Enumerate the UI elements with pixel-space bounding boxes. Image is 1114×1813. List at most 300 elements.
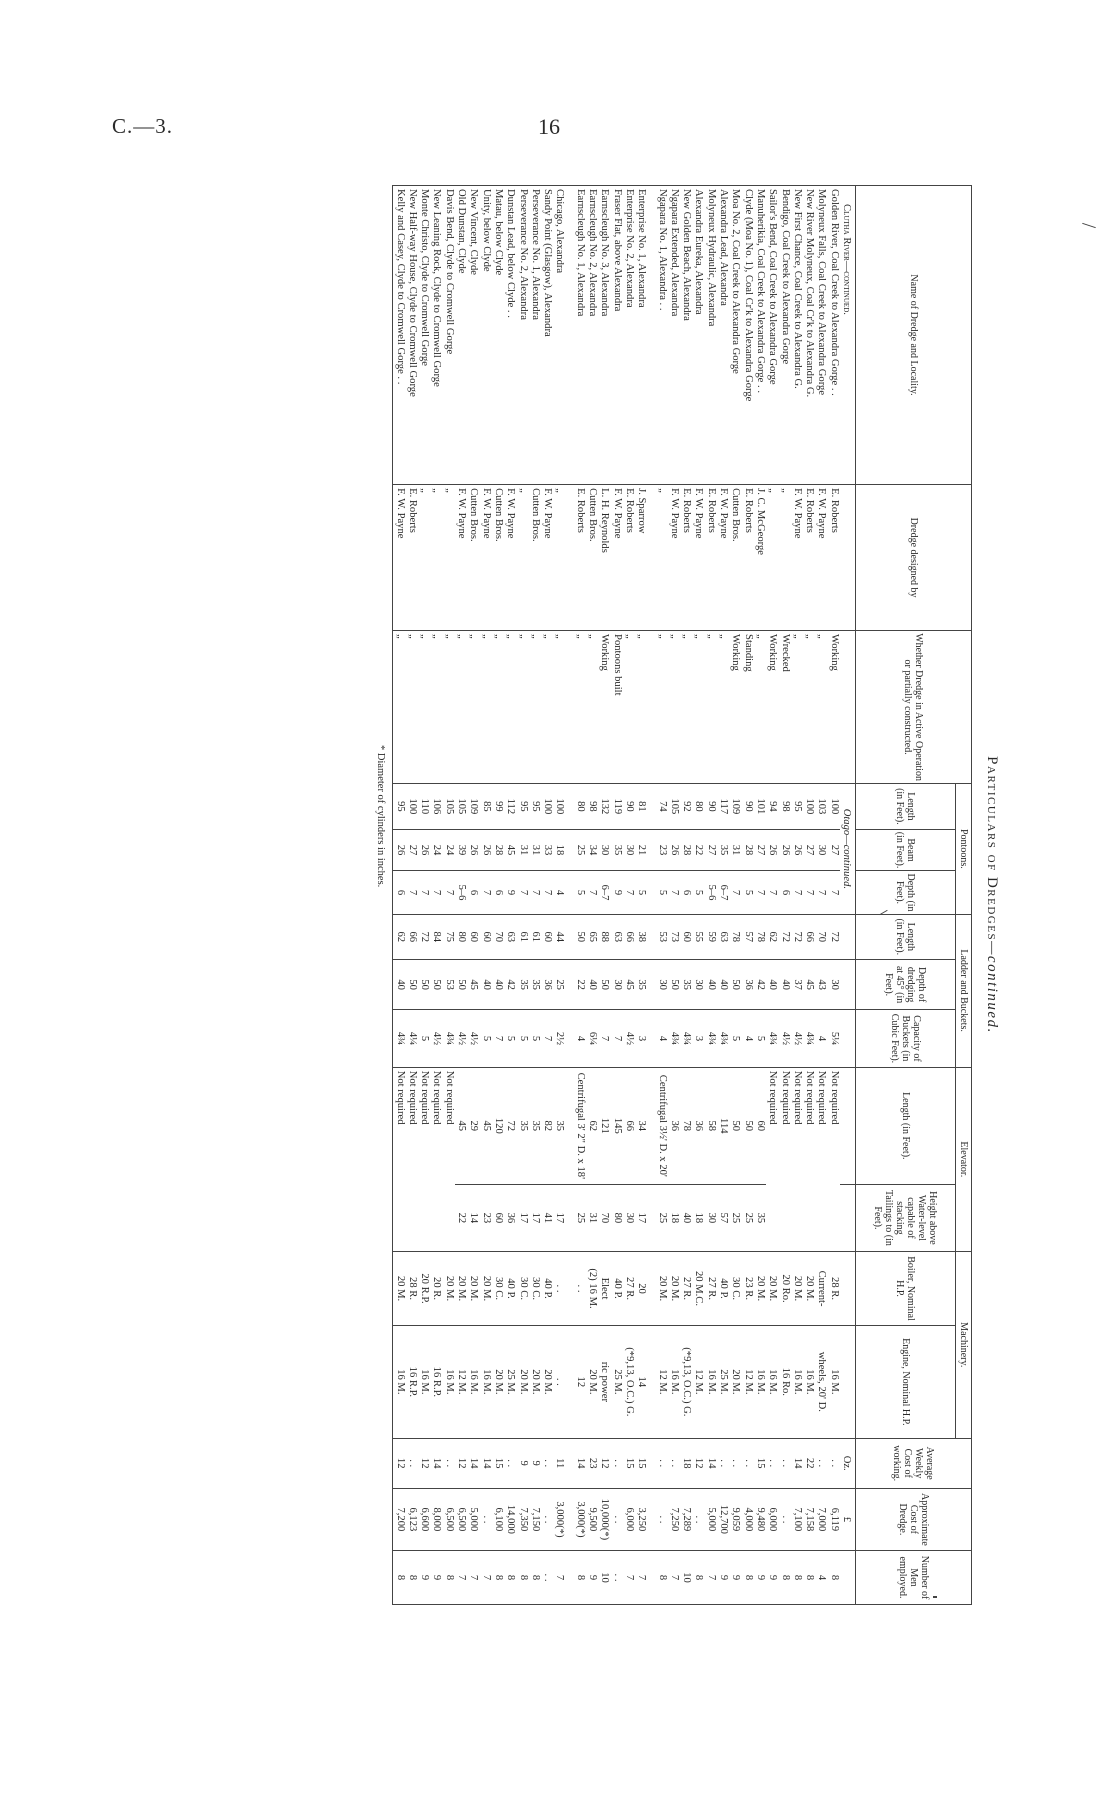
cell-boiler: 20 M.C. <box>692 1251 704 1325</box>
cell-length: 95 <box>393 784 406 829</box>
cell-ladder: 66 <box>406 914 418 959</box>
cell-elev-height: 70 <box>598 1184 610 1251</box>
cell-capacity: 4½ <box>430 1010 442 1067</box>
cell-elev-height: 30 <box>704 1184 716 1251</box>
cell-name: Alexandra Lead, Alexandra <box>717 186 729 485</box>
cell-engine: 16 M. <box>418 1326 430 1438</box>
cell-capacity: 7 <box>598 1010 610 1067</box>
cell-elev-length: Not required <box>815 1067 827 1251</box>
cell-elev-length: 35 <box>553 1067 565 1184</box>
cell-designer: F. W. Payne <box>717 485 729 631</box>
cell-designer: E. Roberts <box>623 485 635 631</box>
cell-beam: 30 <box>623 829 635 871</box>
cell-men: 9 <box>430 1551 442 1605</box>
cell-depth: 5 <box>635 871 647 914</box>
cell-ladder: 63 <box>717 914 729 959</box>
cell-men: 8 <box>443 1551 455 1605</box>
cell-engine: 12 M. <box>741 1326 753 1438</box>
cell-ladder: 80 <box>455 914 467 959</box>
dredges-table <box>392 185 972 1605</box>
cell-length: 106 <box>430 784 442 829</box>
cell-depth: 7 <box>766 871 778 914</box>
col-length: Length (in Feet). <box>856 784 956 829</box>
cell-cost: 10,000(*) <box>598 1488 610 1550</box>
cell-depth: 6 <box>492 871 504 914</box>
cell-ladder: 73 <box>668 914 680 959</box>
cell-designer: F. W. Payne <box>610 485 622 631</box>
table-row <box>443 186 455 1605</box>
cell-elev-length: Centrifugal 3' 2" D. x 18' <box>573 1067 585 1184</box>
cell-gold: 12 <box>598 1438 610 1488</box>
cell-depth: 7 <box>443 871 455 914</box>
cell-engine: ric power <box>598 1326 610 1438</box>
header-row-groups <box>956 186 972 1605</box>
cell-engine: 12 M. <box>455 1326 467 1438</box>
cell-gold: 9 <box>529 1438 541 1488</box>
cell-status: „ <box>668 631 680 784</box>
cell-men: 8 <box>573 1551 585 1605</box>
cell-cost: 8,000 <box>430 1488 442 1550</box>
cell-capacity: 4 <box>815 1010 827 1067</box>
cell-depth: 7 <box>827 871 839 914</box>
cell-capacity: 5 <box>418 1010 430 1067</box>
cell-engine: 12 <box>573 1326 585 1438</box>
cell-beam: 31 <box>729 829 741 871</box>
cell-cost: 6,119 <box>827 1488 839 1550</box>
cell-engine: 16 M. <box>766 1326 778 1438</box>
col-elev-height: Height above Water-level capable of stacking Tailings to (in Feet). <box>856 1184 956 1251</box>
cell-men: 7 <box>704 1551 716 1605</box>
cell-name: Chicago, Alexandra <box>553 186 565 485</box>
cell-dredge-depth: 36 <box>741 960 753 1010</box>
cell-capacity: 4¾ <box>717 1010 729 1067</box>
cell-status: „ <box>803 631 815 784</box>
cell-engine: (*9,13, O.C.) G. <box>623 1326 635 1438</box>
cell-elev-length: Not required <box>418 1067 430 1251</box>
cell-gold: 12 <box>692 1438 704 1488</box>
cell-depth: 6–7 <box>598 871 610 914</box>
cell-elev-length: Not required <box>430 1067 442 1251</box>
cell-dredge-depth: 40 <box>393 960 406 1010</box>
cell-length: 99 <box>492 784 504 829</box>
table-row <box>827 186 839 1605</box>
cell-elev-length: 36 <box>692 1067 704 1184</box>
cell-name: Enterprise No. 1, Alexandra <box>635 186 647 485</box>
cell-men: 7 <box>553 1551 565 1605</box>
cell-beam: 34 <box>586 829 598 871</box>
table-row <box>803 186 815 1605</box>
cell-name: New Half-way House, Clyde to Cromwell Gorge <box>406 186 418 485</box>
cell-boiler: . . <box>553 1251 565 1325</box>
cell-gold: 14 <box>704 1438 716 1488</box>
table-row <box>504 186 516 1605</box>
cell-boiler: 40 P. <box>541 1251 553 1325</box>
cell-name: Golden River, Coal Creek to Alexandra Gorge . . <box>827 186 839 485</box>
cell-ladder: 88 <box>598 914 610 959</box>
cell-cost: 6,000 <box>623 1488 635 1550</box>
cell-dredge-depth: 50 <box>455 960 467 1010</box>
cell-designer: „ <box>516 485 528 631</box>
cell-status: „ <box>455 631 467 784</box>
cell-elev-length: 50 <box>729 1067 741 1184</box>
cell-designer: F. W. Payne <box>692 485 704 631</box>
cell-status: „ <box>655 631 667 784</box>
cell-capacity: 3 <box>635 1010 647 1067</box>
cell-capacity: 4¼ <box>406 1010 418 1067</box>
cell-ladder: 60 <box>467 914 479 959</box>
cell-ladder: 72 <box>791 914 803 959</box>
cell-status: „ <box>418 631 430 784</box>
cell-name: Earnscleugh No. 1, Alexandra <box>573 186 585 485</box>
cell-name: Dunstan Lead, below Clyde . . <box>504 186 516 485</box>
cell-men: 8 <box>529 1551 541 1605</box>
cell-depth: 7 <box>754 871 766 914</box>
cell-status: Working <box>766 631 778 784</box>
cell-name: Earnscleugh No. 3, Alexandra <box>598 186 610 485</box>
cell-ladder: 60 <box>541 914 553 959</box>
table-row <box>741 186 753 1605</box>
cell-ladder: 63 <box>504 914 516 959</box>
table-row <box>406 186 418 1605</box>
col-ladder-length: Length (in Feet). <box>856 914 956 959</box>
col-status: Whether Dredge in Active Operation or partially constructed. <box>856 631 972 784</box>
cell-elev-height: 30 <box>623 1184 635 1251</box>
cell-boiler: 27 R. <box>680 1251 692 1325</box>
cell-men: 8 <box>778 1551 790 1605</box>
col-depth: Depth (in Feet). <box>856 871 956 914</box>
cell-designer: F. W. Payne <box>479 485 491 631</box>
cell-capacity: 3 <box>692 1010 704 1067</box>
cell-length: 98 <box>586 784 598 829</box>
cell-dredge-depth: 50 <box>729 960 741 1010</box>
cell-cost: 7,000 <box>815 1488 827 1550</box>
cell-ladder: 75 <box>443 914 455 959</box>
cell-elev-height: 17 <box>529 1184 541 1251</box>
cell-men: 7 <box>635 1551 647 1605</box>
cell-cost: 12,700 <box>717 1488 729 1550</box>
cell-cost: 3,000(*) <box>573 1488 585 1550</box>
cell-designer: „ <box>418 485 430 631</box>
col-name: Name of Dredge and Locality. <box>856 186 972 485</box>
cell-elev-length: 29 <box>467 1067 479 1184</box>
cell-status: „ <box>553 631 565 784</box>
cell-depth: 7 <box>418 871 430 914</box>
cell-dredge-depth: 40 <box>717 960 729 1010</box>
cell-dredge-depth: 40 <box>479 960 491 1010</box>
cell-length: 95 <box>791 784 803 829</box>
cell-length: 132 <box>598 784 610 829</box>
cell-men: 8 <box>692 1551 704 1605</box>
cell-dredge-depth: 40 <box>766 960 778 1010</box>
cell-depth: 9 <box>504 871 516 914</box>
cell-cost: 6,100 <box>492 1488 504 1550</box>
cell-status: „ <box>393 631 406 784</box>
cell-cost: 7,158 <box>803 1488 815 1550</box>
cell-gold: . . <box>827 1438 839 1488</box>
cell-cost: 6,123 <box>406 1488 418 1550</box>
cell-boiler: 20 M. <box>655 1251 667 1325</box>
cell-engine: 25 M. <box>610 1326 622 1438</box>
cell-designer: E. Roberts <box>741 485 753 631</box>
cell-length: 110 <box>418 784 430 829</box>
cell-elev-height: 17 <box>553 1184 565 1251</box>
document-code: C.—3. <box>112 114 174 138</box>
cell-gold: 15 <box>623 1438 635 1488</box>
cell-beam: 30 <box>598 829 610 871</box>
cell-beam: 25 <box>573 829 585 871</box>
cell-beam: 45 <box>504 829 516 871</box>
table-row <box>704 186 716 1605</box>
cell-boiler: 20 Ro. <box>778 1251 790 1325</box>
cell-depth: 7 <box>586 871 598 914</box>
cell-ladder: 63 <box>610 914 622 959</box>
cell-gold: . . <box>504 1438 516 1488</box>
section-heading: Clutha River—continued. <box>841 204 852 315</box>
cell-beam: 35 <box>717 829 729 871</box>
cell-status: Standing <box>741 631 753 784</box>
col-gold: Average Weekly Cost of working. <box>856 1438 972 1488</box>
cell-boiler: 30 C. <box>492 1251 504 1325</box>
cell-designer: F. W. Payne <box>504 485 516 631</box>
cell-gold: 14 <box>467 1438 479 1488</box>
cell-name: Ngapara Extended, Alexandra <box>668 186 680 485</box>
cell-cost: . . <box>692 1488 704 1550</box>
cell-men: 7 <box>623 1551 635 1605</box>
cell-capacity: 4¾ <box>704 1010 716 1067</box>
cell-boiler: 27 R. <box>623 1251 635 1325</box>
cell-dredge-depth: 43 <box>815 960 827 1010</box>
cell-length: 81 <box>635 784 647 829</box>
cell-boiler: 20 M. <box>455 1251 467 1325</box>
cell-boiler: Current- <box>815 1251 827 1325</box>
cell-cost: . . <box>610 1488 622 1550</box>
cell-engine: wheels, 20' D. <box>815 1326 827 1438</box>
cell-dredge-depth: 30 <box>692 960 704 1010</box>
cell-capacity: 4½ <box>791 1010 803 1067</box>
cell-name: Ngapara No. 1, Alexandra . . <box>655 186 667 485</box>
cell-length: 105 <box>443 784 455 829</box>
cell-elev-length: 114 <box>717 1067 729 1184</box>
cell-length: 90 <box>741 784 753 829</box>
cell-ladder: 66 <box>803 914 815 959</box>
cell-men: . . <box>541 1551 553 1605</box>
cell-elev-length: 82 <box>541 1067 553 1184</box>
cell-name: Perseverance No. 1, Alexandra <box>529 186 541 485</box>
cell-ladder: 62 <box>393 914 406 959</box>
cell-men: 8 <box>655 1551 667 1605</box>
cell-boiler: 20 M. <box>803 1251 815 1325</box>
cell-engine: 16 M. <box>704 1326 716 1438</box>
cell-depth: 5 <box>692 871 704 914</box>
cell-elev-height: 35 <box>754 1184 766 1251</box>
cell-name: Bendigo, Coal Creek to Alexandra Gorge <box>778 186 790 485</box>
cell-length: 95 <box>516 784 528 829</box>
cell-gold: . . <box>668 1438 680 1488</box>
cell-status: „ <box>504 631 516 784</box>
cell-elev-length: Not required <box>803 1067 815 1251</box>
cell-beam: 22 <box>692 829 704 871</box>
col-group-pontoons: Pontoons. <box>956 784 972 914</box>
cell-depth: 5 <box>655 871 667 914</box>
cell-elev-height: 25 <box>573 1184 585 1251</box>
cell-depth: 7 <box>430 871 442 914</box>
table-row <box>418 186 430 1605</box>
cell-gold: 18 <box>680 1438 692 1488</box>
table-row <box>467 186 479 1605</box>
cell-status: „ <box>791 631 803 784</box>
cell-men: 9 <box>766 1551 778 1605</box>
cell-depth: 4 <box>553 871 565 914</box>
cell-status: Working <box>827 631 839 784</box>
table-row <box>455 186 467 1605</box>
cell-cost: 6,600 <box>418 1488 430 1550</box>
cell-name: Monte Christo, Clyde to Cromwell Gorge <box>418 186 430 485</box>
cell-boiler: 20 M. <box>443 1251 455 1325</box>
cell-depth: 6 <box>680 871 692 914</box>
cell-elev-length: 145 <box>610 1067 622 1184</box>
cell-designer: F. W. Payne <box>541 485 553 631</box>
cell-capacity: 5 <box>516 1010 528 1067</box>
cell-ladder: 61 <box>529 914 541 959</box>
cell-cost: 6,500 <box>455 1488 467 1550</box>
cell-boiler: 40 P. <box>610 1251 622 1325</box>
cell-elev-length: 45 <box>479 1067 491 1184</box>
cell-designer: F. W. Payne <box>455 485 467 631</box>
table-row <box>598 186 610 1605</box>
cell-name: Clyde (Moa No. 1), Coal Cr'k to Alexandra Gorge <box>741 186 753 485</box>
table-title-main: Particulars of Dredges <box>984 756 1000 942</box>
cell-length: 74 <box>655 784 667 829</box>
cell-cost: 3,250 <box>635 1488 647 1550</box>
cell-dredge-depth: 50 <box>418 960 430 1010</box>
cell-boiler: 20 M. <box>479 1251 491 1325</box>
cell-elev-height: 57 <box>717 1184 729 1251</box>
cell-depth: 7 <box>516 871 528 914</box>
cell-beam: 26 <box>766 829 778 871</box>
cell-depth: 7 <box>406 871 418 914</box>
cell-status: „ <box>479 631 491 784</box>
cell-beam: 26 <box>479 829 491 871</box>
cell-elev-length: Not required <box>766 1067 778 1251</box>
cell-dredge-depth: 42 <box>504 960 516 1010</box>
table-title-suffix: —continued. <box>984 941 1000 1034</box>
cell-cost: 6,500 <box>443 1488 455 1550</box>
cell-status: „ <box>586 631 598 784</box>
cell-status: „ <box>573 631 585 784</box>
col-cost: Approximate Cost of Dredge. <box>856 1488 972 1550</box>
cell-designer: „ <box>443 485 455 631</box>
cell-engine: 12 M. <box>655 1326 667 1438</box>
cell-men: 8 <box>393 1551 406 1605</box>
cell-boiler: 20 M. <box>467 1251 479 1325</box>
cell-designer: F. W. Payne <box>668 485 680 631</box>
cell-length: 90 <box>623 784 635 829</box>
cell-gold: 15 <box>492 1438 504 1488</box>
cell-status: „ <box>815 631 827 784</box>
cell-dredge-depth: 22 <box>573 960 585 1010</box>
cell-gold: 14 <box>791 1438 803 1488</box>
cell-dredge-depth: 50 <box>668 960 680 1010</box>
cell-designer: E. Roberts <box>680 485 692 631</box>
cell-dredge-depth: 40 <box>704 960 716 1010</box>
cell-beam: 24 <box>430 829 442 871</box>
cell-length: 112 <box>504 784 516 829</box>
cell-length: 109 <box>467 784 479 829</box>
table-row <box>655 186 667 1605</box>
cell-name: New Golden Beach, Alexandra <box>680 186 692 485</box>
cell-beam: 26 <box>778 829 790 871</box>
table-row <box>541 186 553 1605</box>
cell-beam: 27 <box>803 829 815 871</box>
cell-engine: 16 M. <box>443 1326 455 1438</box>
cell-beam: 18 <box>553 829 565 871</box>
cell-length: 117 <box>717 784 729 829</box>
cell-dredge-depth: 42 <box>754 960 766 1010</box>
cell-gold: 9 <box>516 1438 528 1488</box>
cell-elev-length: 35 <box>516 1067 528 1184</box>
col-boiler: Boiler, Nominal H.P. <box>856 1251 956 1325</box>
unit-gold: Oz. <box>840 1438 856 1488</box>
cell-boiler: (2) 16 M. <box>586 1251 598 1325</box>
cell-elev-length: 66 <box>623 1067 635 1184</box>
cell-depth: 7 <box>791 871 803 914</box>
cell-dredge-depth: 30 <box>610 960 622 1010</box>
cell-ladder: 53 <box>655 914 667 959</box>
cell-elev-length: 58 <box>704 1067 716 1184</box>
region-banner: Otago—continued. <box>840 784 856 914</box>
cell-name: Unity, below Clyde <box>479 186 491 485</box>
cell-beam: 26 <box>791 829 803 871</box>
cell-gold: 23 <box>586 1438 598 1488</box>
cell-cost: 9,059 <box>729 1488 741 1550</box>
cell-boiler: 20 M. <box>393 1251 406 1325</box>
cell-elev-length: 60 <box>754 1067 766 1184</box>
cell-ladder: 60 <box>479 914 491 959</box>
cell-dredge-depth: 53 <box>443 960 455 1010</box>
cell-status: „ <box>635 631 647 784</box>
cell-men: 8 <box>504 1551 516 1605</box>
cell-elev-height: 40 <box>680 1184 692 1251</box>
page-number: 16 <box>538 114 560 139</box>
cell-engine: 16 M. <box>393 1326 406 1438</box>
cell-capacity: 5 <box>479 1010 491 1067</box>
cell-status: „ <box>443 631 455 784</box>
cell-beam: 26 <box>668 829 680 871</box>
cell-length: 109 <box>729 784 741 829</box>
cell-length: 105 <box>668 784 680 829</box>
cell-boiler: . . <box>573 1251 585 1325</box>
cell-depth: 5 <box>741 871 753 914</box>
cell-length: 80 <box>692 784 704 829</box>
cell-ladder: 78 <box>729 914 741 959</box>
cell-name: Molyneux Hydraulic, Alexandra <box>704 186 716 485</box>
table-row <box>729 186 741 1605</box>
cell-engine: 16 M. <box>467 1326 479 1438</box>
table-row <box>791 186 803 1605</box>
cell-designer: F. W. Payne <box>393 485 406 631</box>
cell-length: 85 <box>479 784 491 829</box>
cell-length: 100 <box>827 784 839 829</box>
cell-elev-height: 25 <box>741 1184 753 1251</box>
cell-engine: 16 M. <box>791 1326 803 1438</box>
cell-men: 8 <box>516 1551 528 1605</box>
cell-gold: . . <box>443 1438 455 1488</box>
col-group-elevator: Elevator. <box>956 1067 972 1251</box>
cell-name: Davis Bend, Clyde to Cromwell Gorge <box>443 186 455 485</box>
cell-gold: 14 <box>430 1438 442 1488</box>
cell-cost: 5,000 <box>467 1488 479 1550</box>
cell-designer: „ <box>553 485 565 631</box>
